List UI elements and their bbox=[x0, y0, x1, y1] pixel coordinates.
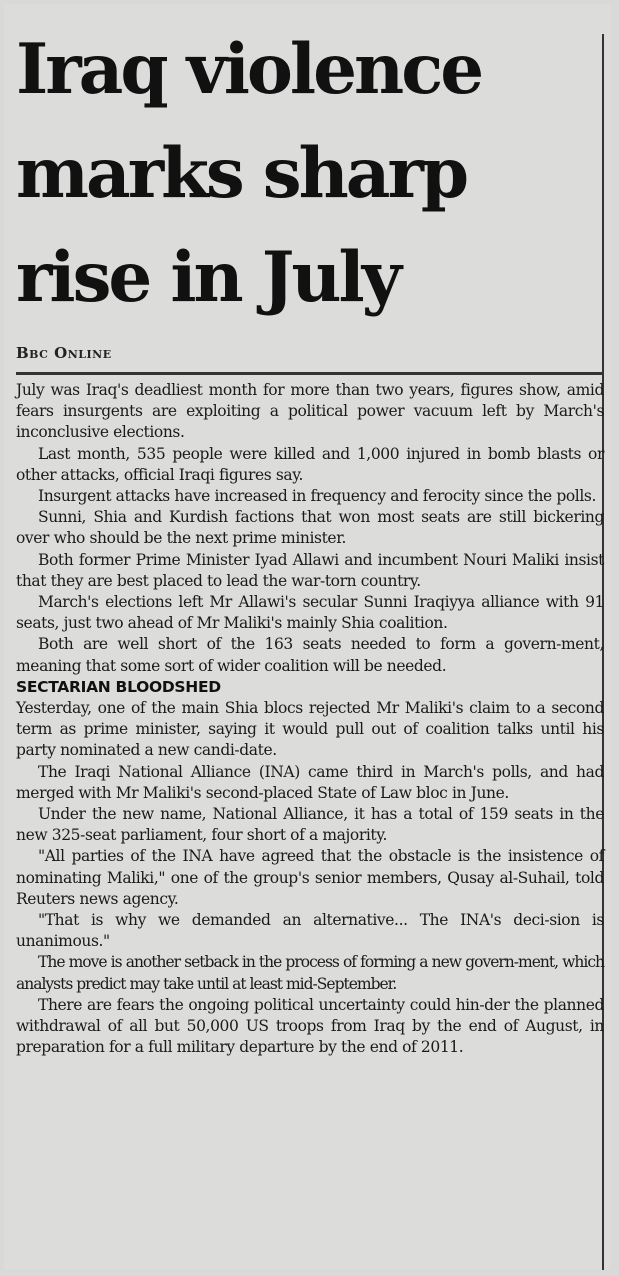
paragraph: Both are well short of the 163 seats needed to form a govern-ment, meaning that some sort of wider coalition will be needed. bbox=[16, 635, 604, 675]
headline-line-2: marks sharp bbox=[16, 133, 467, 214]
headline bbox=[16, 18, 606, 330]
paragraph: "That is why we demanded an alternative... The INA's deci-sion is unanimous." bbox=[16, 911, 604, 951]
paragraph: The Iraqi National Alliance (INA) came third in March's polls, and had merged with Mr Maliki's second-placed State of Law bloc in June. bbox=[16, 762, 604, 802]
paragraph: March's elections left Mr Allawi's secular Sunni Iraqiyya alliance with 91 seats, just two ahead of Mr Maliki's mainly Shia coalition. bbox=[16, 593, 604, 633]
paragraph: The move is another setback in the process of forming a new govern-ment, which analysts predict may take until at least mid-September. bbox=[16, 953, 604, 993]
paragraph: Insurgent attacks have increased in frequency and ferocity since the polls. bbox=[38, 487, 597, 506]
paragraph: Sunni, Shia and Kurdish factions that won most seats are still bickering over who should be the next prime minister. bbox=[16, 508, 604, 548]
paragraph: "All parties of the INA have agreed that the obstacle is the insistence of nominating Maliki," one of the group's senior members, Qusay al-Suhail, told Reuters news agency. bbox=[16, 847, 604, 908]
article-body bbox=[16, 380, 604, 1059]
paragraph: Both former Prime Minister Iyad Allawi and incumbent Nouri Maliki insist that they are best placed to lead the war-torn country. bbox=[16, 550, 604, 590]
newspaper-clipping bbox=[4, 4, 610, 1270]
subhead: SECTARIAN BLOODSHED bbox=[16, 677, 221, 696]
paragraph: Yesterday, one of the main Shia blocs rejected Mr Maliki's claim to a second term as prime minister, saying it would pull out of coalition talks until his party nominated a new candi-date. bbox=[16, 699, 604, 760]
paragraph: Under the new name, National Alliance, it has a total of 159 seats in the new 325-seat parliament, four short of a majority. bbox=[16, 805, 604, 845]
paragraph: Last month, 535 people were killed and 1,000 injured in bomb blasts or other attacks, official Iraqi figures say. bbox=[16, 444, 604, 484]
paragraph: July was Iraq's deadliest month for more than two years, figures show, amid fears insurgents are exploiting a political power vacuum left by March's inconclusive elections. bbox=[16, 381, 604, 442]
byline: Bbc Online bbox=[16, 344, 112, 362]
byline-divider bbox=[16, 372, 604, 375]
headline-line-3: rise in July bbox=[16, 237, 399, 318]
headline-line-1: Iraq violence bbox=[16, 29, 482, 110]
paragraph: There are fears the ongoing political uncertainty could hin-der the planned withdrawal of all but 50,000 US troops from Iraq by the end of August, in preparation for a full military departure by the end of 2011. bbox=[16, 995, 604, 1057]
